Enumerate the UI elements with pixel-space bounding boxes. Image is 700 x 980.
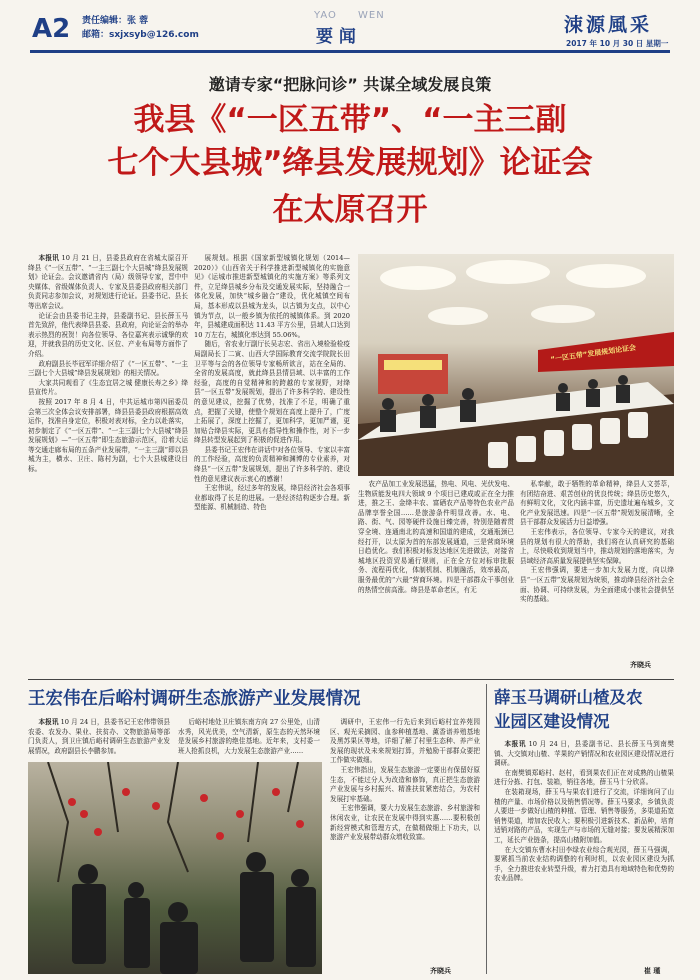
paragraph: 在大交镇东曹水村田李绿农业综合观光园，薛玉马强调，要紧抓当前农业结构调整的有利时机，以农业园区建设为抓手，全力推进农业转型升级，着力打造具有地域特色和优势的农业品牌。: [494, 845, 674, 883]
column-divider: [486, 684, 487, 974]
section-title: 要 闻: [316, 27, 356, 47]
article3-body: [494, 740, 674, 966]
headline-line-3: 在太原召开: [272, 192, 428, 228]
section-divider: [28, 679, 674, 680]
pinyin-wen: WEN: [358, 10, 385, 21]
page-number: A2: [32, 14, 71, 44]
paragraph: 在南樊镇郑峪村、赵村，看到果农们正在对成熟的山楂果进行分拣、打包、装箱，销往各地，薛玉马十分欣喜。: [494, 768, 674, 787]
orchard-photo: [28, 762, 322, 974]
article2-col-2: [330, 718, 480, 966]
header-rule: [30, 50, 670, 53]
paragraph: 王宏伟表示，各位领导、专家今天的建议，对我县的规划有很大的帮助，我们将在认真研究的基础上，尽快吸收到规划当中，推动规划的落地落实，为县域经济高质量发展提供坚实保障。: [520, 527, 674, 565]
paragraph: 调研中，王宏伟一行先后来到后峪村宜养苑园区、观光采摘园、血参种植基地、薰香谱养殖基地及黑苏果区等地，详细了解了村里生态种、养产业发展的现状及未来规划打算，并勉励干部群众要把工作做实做细。: [330, 718, 480, 765]
paragraph: 后峪村地处卫庄镇东南方向 27 公里处，山清水秀，风光优美，空气清新，原生态的天然环境是发展乡村旅游的绝佳基地。近年来，支村委一班人抢抓良机，大力发展生态旅游产业……: [178, 718, 320, 755]
paragraph: 私奉献，敢于牺牲的革命精神，绛县人文荟萃，有团结奋进、艰苦创业的优良传统；绛县历史悠久，有鲜明文化，文化内涵丰富，历史遗址遍布城乡，文化产业发展迅速。四是“一区五带”规划发展清晰，全县干部群众发展活力日益增强。: [520, 480, 674, 527]
paragraph: 王宏伟强调，要大力发展生态旅游、乡村旅游和休闲农业，让农民在发展中得到实惠……要积极创新经营模式和管理方式，在做精做细上下功夫，以旅游产业发展带动群众增收致富。: [330, 804, 480, 842]
email-line: 邮箱：sxjxsyb@126.com: [82, 30, 199, 40]
paragraph: 在装箱现场，薛玉马与果农们进行了交流，详细询问了山楂的产量、市场价格以及销售情况等。薛玉马要求，乡镇负责人要进一步做好山楂的种植、管理、销售等服务，多渠道拓宽销售渠道，增加农民收入；要积极引进新技术、新品种，培育适销对路的产品，实现生产与市场的无缝对接；要发展精深加工，延长产业链条，提高山楂附加值。: [494, 787, 674, 844]
paragraph: 本报讯 10 月 24 日，县委副书记、县长薛玉马到南樊镇、大交镇对山楂、苹果的产销情况和农业园区建设情况进行调研。: [494, 740, 674, 768]
paragraph: 王宏伟强调，要进一步加大发展力度，向以绛县“一区五带”发展规划为统领，推动绛县经济社会全面、协调、可持续发展，为全面建成小康社会提供坚实的基础。: [520, 566, 674, 604]
paragraph: 大家共同观看了《生态宜居之城 健康长寿之乡》绛县宣传片。: [28, 378, 188, 397]
paragraph: 县委书记王宏伟在讲话中对各位领导、专家以丰富的工作经验，高度的负责精神和渊博的专业素养，对绛县“一区五带”发展规划，提出了许多科学的、建设性的意见建议表示衷心的感谢！: [194, 445, 350, 483]
paragraph: 本报讯 10 月 24 日，县委书记王宏伟带领县农委、农发办、果业、扶贫办、文物旅游局等部门负责人，到卫庄镇后峪村调研生态旅游产业发展情况，政府副县长李鹏参加。: [28, 718, 170, 755]
main-article-byline: 齐晓兵: [630, 661, 651, 669]
article2-headline: 王宏伟在后峪村调研生态旅游产业发展情况: [28, 689, 361, 709]
editor-line: 责任编辑：张 蓉: [82, 16, 149, 26]
article3-headline-1: 薛玉马调研山楂及农: [494, 688, 643, 707]
paper-name: 涑源風采: [564, 14, 653, 36]
paragraph: 随后，省农业厅副厅长吴志宏、省出入境检验检疫局副局长丁二寅、山西大学国际教育交流学院院长田卫平等与会的各位领导专家畅所欲言，站在全局的、全省的发展高度，就此绛县县情县域、以丰富的工作经验，高度的自觉精神和的跨越的专家视野，对绛县“一区五带”发展规划，提出了许多科学的、建设性的意见建议，挖掘了优势，找准了不足，明确了重点，把握了关键，使整个规划在高度上提升了，广度上拓展了，深度上挖掘了，更加科学，更加严谨，更加贴合绛县实际，更具有指导性和操作性，对下一步绛县转型发展起到了积极的促进作用。: [194, 340, 350, 445]
date-line: 2017 年 10 月 30 日 星期一: [566, 39, 669, 48]
paragraph: 展规划。根据《国家新型城镇化规划（2014—2020）》《山西省关于科学推进新型城镇化的实施意见》《运城市推进新型城镇化的实施方案》等系列文件，立足绛县城乡分布及交通发展实际，坚持融合一体化发展，加快“城乡融合”建设，优化城镇空间布局，基本形成以县城为龙头，以古镇为支点，以中心镇为节点，以一般乡镇为依托的城镇体系。到 2020 年，县城建成面积达 11.43 平方公里，县域人口达到 10 万左右，城镇化率达到 55.06%。: [194, 254, 350, 339]
paragraph: 本报讯 10 月 21 日，县委县政府在省城太原召开绛县《“一区五带”、“一主三副七个大县城”绛县发展规划》论证会。会议邀请省内（局）级领导专家，晋中中央媒体、省级媒体负责人、专家及县委县政府相关部门负责同志参加会议，对规划进行论证。县委书记、县长等出席会议。: [28, 254, 188, 310]
main-article-col-3: [358, 480, 514, 676]
paragraph: 按照 2017 年 8 月 4 日，中共运城市第四届委员会第三次全体会议安排部署，绛县县委县政府根据高效运作，找准自身定位，积极对表对标，全力以赴落实，初步制定了《“一区五带”、“一主三副七个大县城”绛县发展规划》—“一区五带”即生态旅游示范区，沿着大运等交通走廊布局的五条产业发展带，“一主三副”即以县城为主，横水、卫庄、陈村为副，七个大县城建设目标。: [28, 397, 188, 474]
conference-photo: [358, 254, 674, 476]
main-article-col-1: [28, 254, 188, 672]
article3-headline-2: 业园区建设情况: [494, 712, 610, 731]
paragraph: 王宏伟说，经过多年的发展，绛县经济社会各项事业都取得了长足的进展。一是经济结构逐步合理。新型能源、机械制造、特色: [194, 484, 350, 512]
paragraph: 论证会由县委书记主持，县委副书记、县长薛玉马首先致辞，他代表绛县县委、县政府，向论证会的举办表示热烈的祝贺！向各位领导、各位嘉宾表示诚挚的欢迎，并就我县的历史文化、区位、产业布局等方面作了介绍。: [28, 311, 188, 358]
article3-byline: 崔 瑾: [644, 967, 661, 975]
lead-tag: 本报讯: [38, 254, 60, 262]
article2-byline: 齐晓兵: [430, 967, 451, 975]
pinyin-yao: YAO: [314, 10, 337, 21]
paragraph: 政府副县长毕冠军详细介绍了《“一区五带”、“一主三副七个大县城”绛县发展规划》的相关情况。: [28, 359, 188, 378]
headline-line-2: 七个大县城”绛县发展规划》论证会: [107, 145, 593, 181]
paragraph: 王宏伟指出，发展生态旅游一定要出有保留好原生态，不能过分人为改造和修饰，真正把生态旅游产业发展与乡村振兴、精准扶贫紧密结合，为农村发展打牢基础。: [330, 765, 480, 803]
main-article-col-4: [520, 480, 674, 656]
lead-tag: 本报讯: [38, 718, 59, 726]
paragraph: 农产品加工业发展迅猛，热电、风电、光伏发电、生物质能发电四大领域 9 个项目已建成或正在全力推进，推之王、金绛丰农、富硒农产品等特色农业产品品牌享誉全国……是旅游条件明显改善。水、电、路、街、气、园等硬件设施日臻完善，特别是随着贯穿全境、连通南北的高速和国道的建成，交通瓶颈已经打开，以太原为首的东部发展通道，三是营商环境日趋优化。我们积极对标发达地区先进做法，对接省城地区投资贸易通行规则，正在全方位对标审批服务、流程再优化，体制机制、机制融活，效率最高，服务最优的“六最”营商环境。四是干部群众干事创业的热情空前高涨。绛县是革命老区，有无: [358, 480, 514, 594]
kicker: 邀请专家“把脉问诊” 共谋全域发展良策: [208, 75, 492, 94]
main-article-col-2: [194, 254, 350, 672]
headline-line-1: 我县《“一区五带”、“一主三副: [133, 102, 567, 138]
photo-banner-text: “一区五带”发展规划论证会: [550, 343, 637, 364]
lead-tag: 本报讯: [504, 740, 526, 748]
article2-col-1: [28, 718, 320, 760]
